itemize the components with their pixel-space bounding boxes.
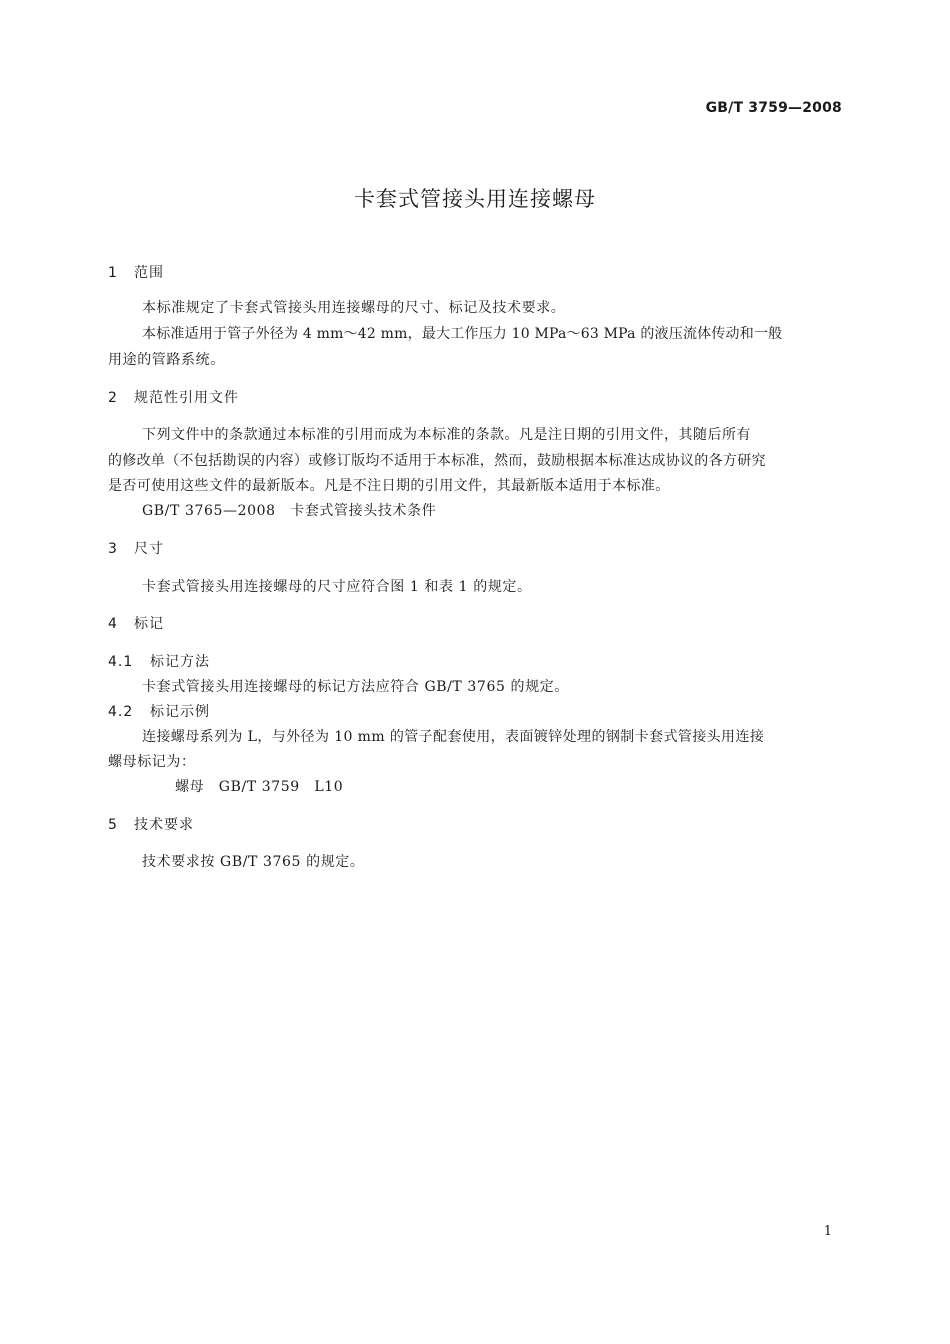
section-4-number: 4 (108, 616, 118, 632)
section-2-reference: GB/T 3765—2008 卡套式管接头技术条件 (142, 503, 437, 519)
section-1-paragraph-2-line-2: 用途的管路系统。 (108, 352, 225, 368)
section-4-1-heading (108, 651, 210, 671)
section-2-title: 规范性引用文件 (134, 390, 239, 406)
section-5-heading (108, 814, 194, 834)
section-4-1-paragraph: 卡套式管接头用连接螺母的标记方法应符合 GB/T 3765 的规定。 (142, 679, 569, 695)
section-5-title: 技术要求 (134, 817, 194, 833)
section-2-number: 2 (108, 390, 118, 406)
section-4-1-title: 标记方法 (150, 654, 210, 670)
section-5-number: 5 (108, 817, 118, 833)
section-1-paragraph-2-line-1: 本标准适用于管子外径为 4 mm～42 mm，最大工作压力 10 MPa～63 MPa 的液压流体传动和一般 (142, 326, 783, 342)
section-2-paragraph-line-2: 的修改单（不包括勘误的内容）或修订版均不适用于本标准，然而，鼓励根据本标准达成协议的各方研究 (108, 453, 766, 469)
section-1-title: 范围 (134, 265, 164, 281)
section-4-title: 标记 (134, 616, 164, 632)
section-1-heading (108, 262, 164, 282)
standard-number: GB/T 3759—2008 (705, 100, 842, 116)
section-4-2-number: 4.2 (108, 704, 134, 720)
section-4-1-number: 4.1 (108, 654, 134, 670)
section-3-heading (108, 538, 164, 558)
section-2-heading (108, 387, 239, 407)
section-5-paragraph: 技术要求按 GB/T 3765 的规定。 (142, 854, 365, 870)
section-4-2-paragraph-line-1: 连接螺母系列为 L，与外径为 10 mm 的管子配套使用，表面镀锌处理的钢制卡套式管接头用连接 (142, 729, 765, 745)
section-2-paragraph-line-1: 下列文件中的条款通过本标准的引用而成为本标准的条款。凡是注日期的引用文件，其随后所有 (142, 427, 751, 443)
section-4-2-example: 螺母 GB/T 3759 L10 (175, 779, 344, 795)
document-title: 卡套式管接头用连接螺母 (354, 187, 596, 211)
section-2-paragraph-line-3: 是否可使用这些文件的最新版本。凡是不注日期的引用文件，其最新版本适用于本标准。 (108, 478, 670, 494)
section-1-paragraph-1: 本标准规定了卡套式管接头用连接螺母的尺寸、标记及技术要求。 (142, 300, 566, 316)
section-4-2-title: 标记示例 (150, 704, 210, 720)
section-3-paragraph: 卡套式管接头用连接螺母的尺寸应符合图 1 和表 1 的规定。 (142, 579, 532, 595)
page-number: 1 (823, 1224, 832, 1239)
section-3-number: 3 (108, 541, 118, 557)
section-4-2-paragraph-line-2: 螺母标记为： (108, 754, 196, 770)
section-4-heading (108, 613, 164, 633)
section-1-number: 1 (108, 265, 118, 281)
section-4-2-heading (108, 701, 210, 721)
section-3-title: 尺寸 (134, 541, 164, 557)
